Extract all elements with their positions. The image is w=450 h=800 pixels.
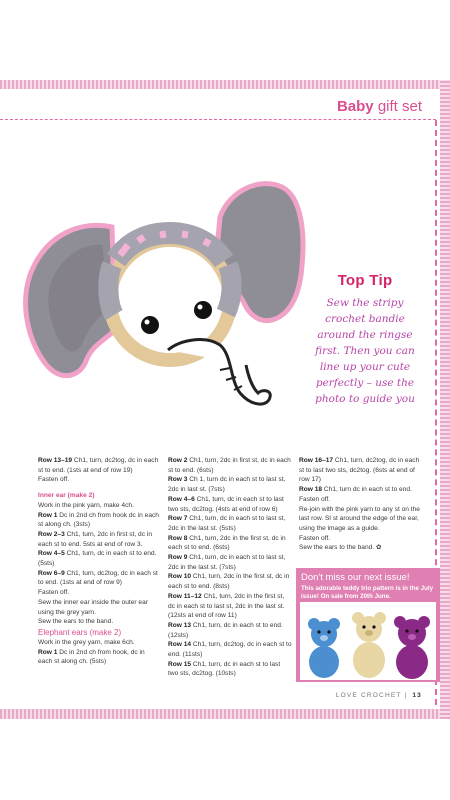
pattern-paragraph: Fasten off. xyxy=(38,476,70,484)
inner-ear-heading: Inner ear (make 2) xyxy=(38,492,95,500)
top-tip-box xyxy=(305,272,425,407)
pattern-paragraph: Work in the pink yarn, make 4ch. xyxy=(38,501,134,509)
pattern-paragraph: Row 9 Ch1, turn, dc in each st to last st, 2dc in the last st. (7sts) xyxy=(168,554,286,571)
pattern-paragraph: Row 1 Dc in 2nd ch from hook dc in each st along ch. (3sts) xyxy=(38,511,159,529)
pattern-paragraph: Row 7 Ch1, turn, dc in each st to last st, 2dc in the last st. (5sts) xyxy=(168,515,286,532)
pattern-paragraph: Row 4–6 Ch1, turn, dc in each st to last two sts, dc2tog. (4sts at end of row 6) xyxy=(168,495,284,513)
header-word2: gift set xyxy=(377,98,422,115)
top-tip-line: around the ringse xyxy=(317,329,413,341)
pattern-paragraph: Sew the ears to the band. ✿ xyxy=(299,544,382,552)
pattern-column-3 xyxy=(299,456,421,553)
pattern-paragraph: Row 14 Ch1, turn, dc2tog, dc in each st to end. (11sts) xyxy=(168,641,292,659)
elephant-teether-image xyxy=(20,165,320,435)
pattern-paragraph: Re-join with the pink yarn to any st on the last row. Sl st around the edge of the ear, using the image as a guide. xyxy=(299,505,420,532)
pattern-column-1 xyxy=(38,456,160,667)
pattern-paragraph: Row 18 Ch1, turn dc in each st to end. Fasten off. xyxy=(299,486,412,503)
pattern-paragraph: Row 8 Ch1, turn, 2dc in the first st, dc in each st to end. (6sts) xyxy=(168,534,286,552)
teddy-trio-image xyxy=(300,602,436,680)
top-tip-title: Top Tip xyxy=(337,272,393,289)
pattern-paragraph: Row 13–19 Ch1, turn, dc2tog, dc in each st to end. (1sts at end of row 19) xyxy=(38,457,159,474)
section-header xyxy=(337,98,422,115)
pattern-paragraph: Row 10 Ch1, turn, 2dc in the first st, dc in each st to end. (8sts) xyxy=(168,573,290,591)
page-footer: LOVE CROCHET | 13 xyxy=(335,692,422,699)
top-tip-line: line up your cute xyxy=(319,361,411,373)
pattern-paragraph: Row 2 Ch1, turn, 2dc in first st, dc in each st to end. (6sts) xyxy=(168,457,291,474)
right-border xyxy=(440,80,450,719)
page-number: 13 xyxy=(412,692,422,699)
pattern-paragraph: Row 11–12 Ch1, turn, 2dc in the first st, dc in each st to last st, 2dc in the last st. (12sts at end of row 11) xyxy=(168,592,285,620)
top-border xyxy=(0,80,450,89)
pattern-paragraph: Row 4–5 Ch1, turn, dc in each st to end. (5sts) xyxy=(38,550,157,568)
flower-icon: ✿ xyxy=(376,544,382,552)
header-word1: Baby xyxy=(336,98,374,115)
top-tip-line: first. Then you can xyxy=(315,345,415,357)
pattern-paragraph: Row 1 Dc in 2nd ch from hook, dc in each st along ch. (5sts) xyxy=(38,648,145,666)
pattern-paragraph: Fasten off. xyxy=(299,534,331,542)
pattern-paragraph: Fasten off. xyxy=(38,589,70,597)
promo-title: Don't miss our next issue! xyxy=(301,572,410,583)
promo-subtitle: This adorable teddy trio pattern is in the July issue! On sale from 20th June. xyxy=(301,585,434,600)
pattern-paragraph: Row 13 Ch1, turn, dc in each st to end. (12sts) xyxy=(168,621,283,639)
pattern-paragraph: Work in the grey yarn, make 6ch. xyxy=(38,638,135,646)
pattern-paragraph: Row 16–17 Ch1, turn, dc2tog, dc in each st to last two sts, dc2tog. (6sts at end of row 17) xyxy=(299,457,420,484)
pattern-paragraph: Sew the ears to the band. xyxy=(38,618,114,626)
pattern-column-2 xyxy=(168,456,292,679)
top-tip-line: photo to guide you xyxy=(315,393,415,405)
top-tip-line: crochet bandie xyxy=(325,313,405,325)
pattern-paragraph: Row 2–3 Ch1, turn, 2dc in first st, dc in each st to end. 5sts at end of row 3. xyxy=(38,530,152,548)
top-tip-line: Sew the stripy xyxy=(326,297,404,309)
magazine-name: LOVE CROCHET xyxy=(335,692,402,699)
elephant-ears-heading: Elephant ears (make 2) xyxy=(38,627,122,637)
bottom-border xyxy=(0,709,450,719)
pattern-paragraph: Row 3 Ch 1, turn dc in each st to last st, 2dc in last st. (7sts) xyxy=(168,476,286,494)
pattern-paragraph: Sew the inner ear inside the outer ear using the grey yarn. xyxy=(38,598,148,616)
top-tip-line: perfectly – use the xyxy=(315,377,415,389)
top-tip-text xyxy=(305,295,425,407)
pattern-paragraph: Row 6–9 Ch1, turn, dc2tog, dc in each st to end. (1sts at end of row 9) xyxy=(38,569,158,587)
pattern-paragraph: Row 15 Ch1, turn, dc in each st to last two sts, dc2tog. (10sts) xyxy=(168,660,281,678)
header-dashed-rule xyxy=(0,119,436,120)
next-issue-promo xyxy=(296,568,440,682)
